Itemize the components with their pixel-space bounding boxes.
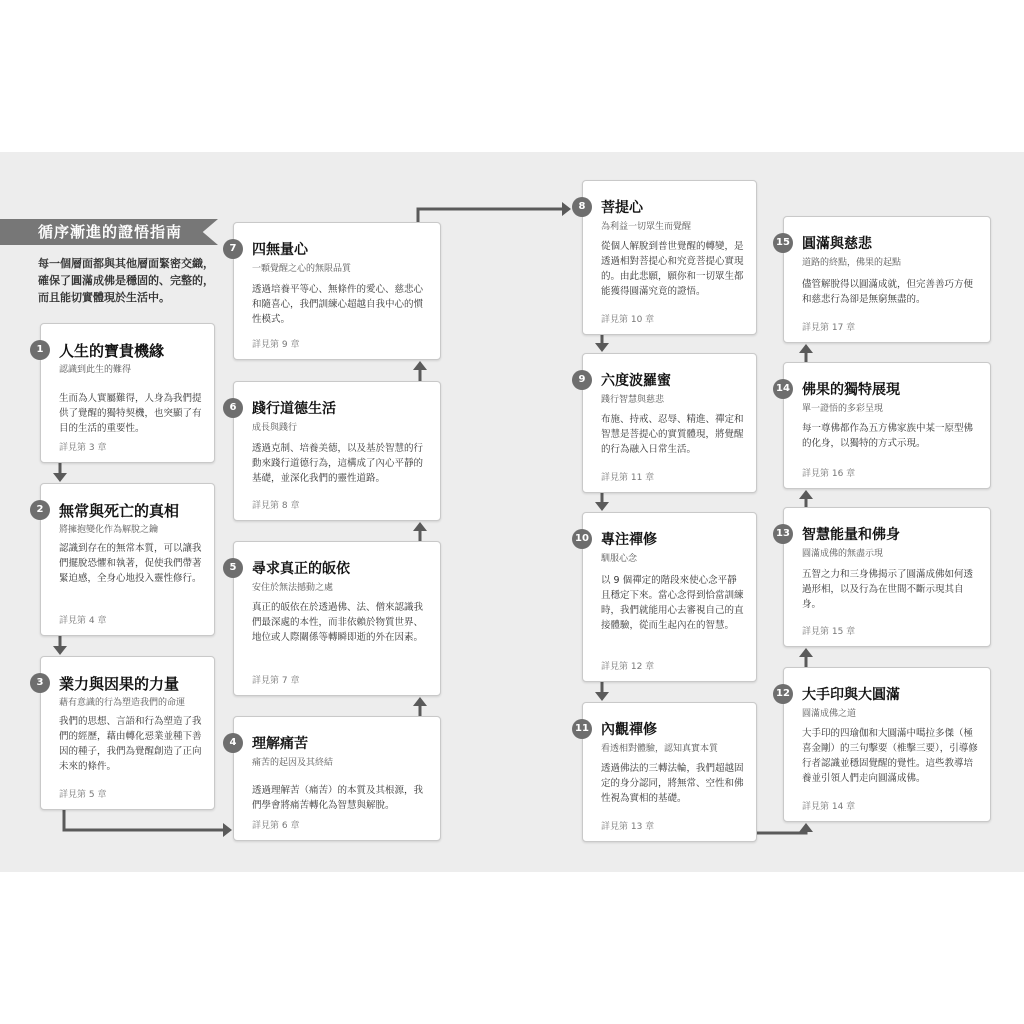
arrowhead-13-14 (799, 490, 813, 499)
arrowhead-9-10 (595, 502, 609, 511)
step-subtitle: 單一證悟的多彩呈現 (802, 404, 884, 414)
step-card-2 (36, 483, 215, 636)
arrowhead-5-6 (413, 522, 427, 531)
step-subtitle: 圓滿成佛之道 (802, 709, 857, 719)
step-card-1 (36, 323, 215, 463)
step-card-4 (229, 716, 441, 841)
step-title: 菩提心 (601, 200, 643, 216)
step-card-13 (776, 507, 991, 647)
step-subtitle: 成長與踐行 (252, 423, 298, 433)
step-subtitle: 圓滿成佛的無盡示現 (802, 549, 884, 559)
arrowhead-6-7 (413, 361, 427, 370)
step-number-badge: 10 (572, 529, 592, 549)
step-number-badge: 2 (30, 500, 50, 520)
connector-11-12 (757, 831, 806, 833)
arrowhead-14-15 (799, 344, 813, 353)
step-subtitle: 安住於無法撼動之處 (252, 583, 334, 593)
chapter-reference: 詳見第 17 章 (802, 323, 856, 333)
arrowhead-11-12 (799, 823, 813, 832)
step-description: 透過理解苦（痛苦）的本質及其根源，我們學會將痛苦轉化為智慧與解脫。 (252, 785, 424, 811)
arrowhead-12-13 (799, 648, 813, 657)
step-card-9 (578, 353, 757, 493)
step-title: 智慧能量和佛身 (802, 527, 900, 543)
step-card-6 (229, 381, 441, 521)
step-description: 五智之力和三身佛揭示了圓滿成佛如何透過形相，以及行為在世間不斷示現其自身。 (802, 569, 974, 610)
chapter-reference: 詳見第 14 章 (802, 802, 856, 812)
step-subtitle: 將擁抱變化作為解脫之鑰 (59, 525, 159, 535)
step-subtitle: 道路的終點，佛果的起點 (802, 258, 902, 268)
step-card-15 (776, 216, 991, 343)
step-description: 認識到存在的無常本質，可以讓我們擺脫恐懼和執著，促使我們帶著緊迫感，全身心地投入靈性修行。 (59, 543, 202, 584)
step-description: 儘管解脫得以圓滿成就，但完善善巧方便和慈悲行為卻是無窮無盡的。 (802, 279, 974, 305)
step-description: 布施、持戒、忍辱、精進、禪定和智慧是菩提心的實質體現，將覺醒的行為融入日常生活。 (601, 414, 744, 455)
chapter-reference: 詳見第 9 章 (252, 340, 300, 350)
step-number-badge: 4 (223, 733, 243, 753)
intro-text: 每一個層面都與其他層面緊密交織，確保了圓滿成佛是穩固的、完整的，而且能切實體現於生活中。 (38, 257, 214, 304)
step-title: 理解痛苦 (252, 736, 308, 752)
step-description: 每一尊佛都作為五方佛家族中某一原型佛的化身，以獨特的方式示現。 (802, 423, 974, 449)
arrowhead-2-3 (53, 646, 67, 655)
step-title: 內觀禪修 (601, 722, 657, 738)
chapter-reference: 詳見第 4 章 (59, 616, 107, 626)
step-title: 人生的寶貴機緣 (59, 342, 165, 360)
step-card-5 (229, 541, 441, 696)
step-subtitle: 看透相對體驗，認知真實本質 (601, 744, 719, 754)
step-subtitle: 馴服心念 (601, 554, 638, 564)
chapter-reference: 詳見第 12 章 (601, 662, 655, 672)
connector-7-8 (418, 209, 563, 222)
step-number-badge: 9 (572, 370, 592, 390)
step-number-badge: 5 (223, 558, 243, 578)
connector-3-4 (64, 810, 224, 830)
step-number-badge: 6 (223, 398, 243, 418)
step-card-7 (229, 222, 441, 360)
step-subtitle: 一顆覺醒之心的無限品質 (252, 264, 352, 274)
chapter-reference: 詳見第 15 章 (802, 627, 856, 637)
step-description: 從個人解脫到普世覺醒的轉變，是透過相對菩提心和究竟菩提心實現的。由此悲願，願你和一切眾生都能獲得圓滿究竟的證悟。 (601, 241, 744, 297)
arrowhead-10-11 (595, 692, 609, 701)
step-number-badge: 3 (30, 673, 50, 693)
step-card-14 (776, 362, 991, 489)
chapter-reference: 詳見第 11 章 (601, 473, 655, 483)
step-number-badge: 8 (572, 197, 592, 217)
chapter-reference: 詳見第 13 章 (601, 822, 655, 832)
chapter-reference: 詳見第 3 章 (59, 443, 107, 453)
arrowhead-7-8 (562, 202, 571, 216)
chapter-reference: 詳見第 7 章 (252, 676, 300, 686)
step-card-11 (575, 702, 757, 842)
step-title: 踐行道德生活 (252, 401, 336, 417)
step-card-10 (575, 512, 757, 682)
step-title: 無常與死亡的真相 (59, 502, 180, 520)
step-title: 業力與因果的力量 (59, 675, 180, 693)
step-number-badge: 13 (773, 524, 793, 544)
arrowhead-8-9 (595, 343, 609, 352)
step-title: 專注禪修 (601, 532, 657, 548)
step-title: 四無量心 (252, 242, 308, 258)
step-title: 尋求真正的皈依 (252, 561, 350, 577)
step-subtitle: 踐行智慧與慈悲 (601, 395, 665, 405)
chapter-reference: 詳見第 8 章 (252, 501, 300, 511)
arrowhead-4-5 (413, 697, 427, 706)
arrowhead-1-2 (53, 473, 67, 482)
step-card-8 (578, 180, 757, 335)
chapter-reference: 詳見第 5 章 (59, 790, 107, 800)
step-title: 大手印與大圓滿 (802, 687, 900, 703)
arrowhead-3-4 (223, 823, 232, 837)
step-subtitle: 認識到此生的難得 (59, 365, 132, 375)
chapter-reference: 詳見第 16 章 (802, 469, 856, 479)
step-number-badge: 7 (223, 239, 243, 259)
chapter-reference: 詳見第 6 章 (252, 821, 300, 831)
step-description: 透過克制、培養美德，以及基於智慧的行動來踐行道德行為，這構成了內心平靜的基礎，並深化我們的靈性道路。 (252, 443, 424, 484)
step-title: 六度波羅蜜 (601, 373, 671, 389)
step-title: 圓滿與慈悲 (802, 236, 872, 252)
step-description: 透過佛法的三轉法輪，我們超越固定的身分認同，將無常、空性和佛性視為實相的基礎。 (601, 763, 744, 804)
step-card-12 (776, 667, 991, 822)
step-card-3 (36, 656, 215, 810)
step-number-badge: 11 (572, 719, 592, 739)
step-number-badge: 1 (30, 340, 50, 360)
step-subtitle: 為利益一切眾生而覺醒 (601, 222, 692, 232)
chapter-reference: 詳見第 10 章 (601, 315, 655, 325)
step-number-badge: 15 (773, 233, 793, 253)
step-description: 我們的思想、言語和行為塑造了我們的經歷，藉由轉化惡業並種下善因的種子，我們為覺醒創造了正向未來的條件。 (59, 716, 202, 772)
step-description: 真正的皈依在於透過佛、法、僧來認識我們最深處的本性，而非依賴於物質世界、地位或人際關係等轉瞬即逝的外在因素。 (252, 602, 424, 643)
step-description: 透過培養平等心、無條件的愛心、慈悲心和隨喜心，我們訓練心超越自我中心的慣性模式。 (252, 284, 424, 325)
step-subtitle: 藉有意識的行為塑造我們的命運 (59, 698, 186, 708)
step-subtitle: 痛苦的起因及其終結 (252, 758, 334, 768)
step-title: 佛果的獨特展現 (802, 382, 900, 398)
step-description: 大手印的四瑜伽和大圓滿中噶拉多傑（極喜金剛）的三句擊要（椎擊三要），引導修行者認識並穩固覺醒的覺性。這些教導培養並引領人們走向圓滿成佛。 (802, 728, 978, 784)
step-description: 生而為人實屬難得，人身為我們提供了覺醒的獨特契機，也突顯了有目的生活的重要性。 (59, 393, 202, 434)
step-description: 以 9 個禪定的階段來使心念平靜且穩定下來。當心念得到恰當訓練時，我們就能用心去審視自己的直接體驗，從而生起內在的智慧。 (601, 575, 744, 631)
step-number-badge: 14 (773, 379, 793, 399)
page-title: 循序漸進的證悟指南 (38, 223, 183, 241)
step-number-badge: 12 (773, 684, 793, 704)
